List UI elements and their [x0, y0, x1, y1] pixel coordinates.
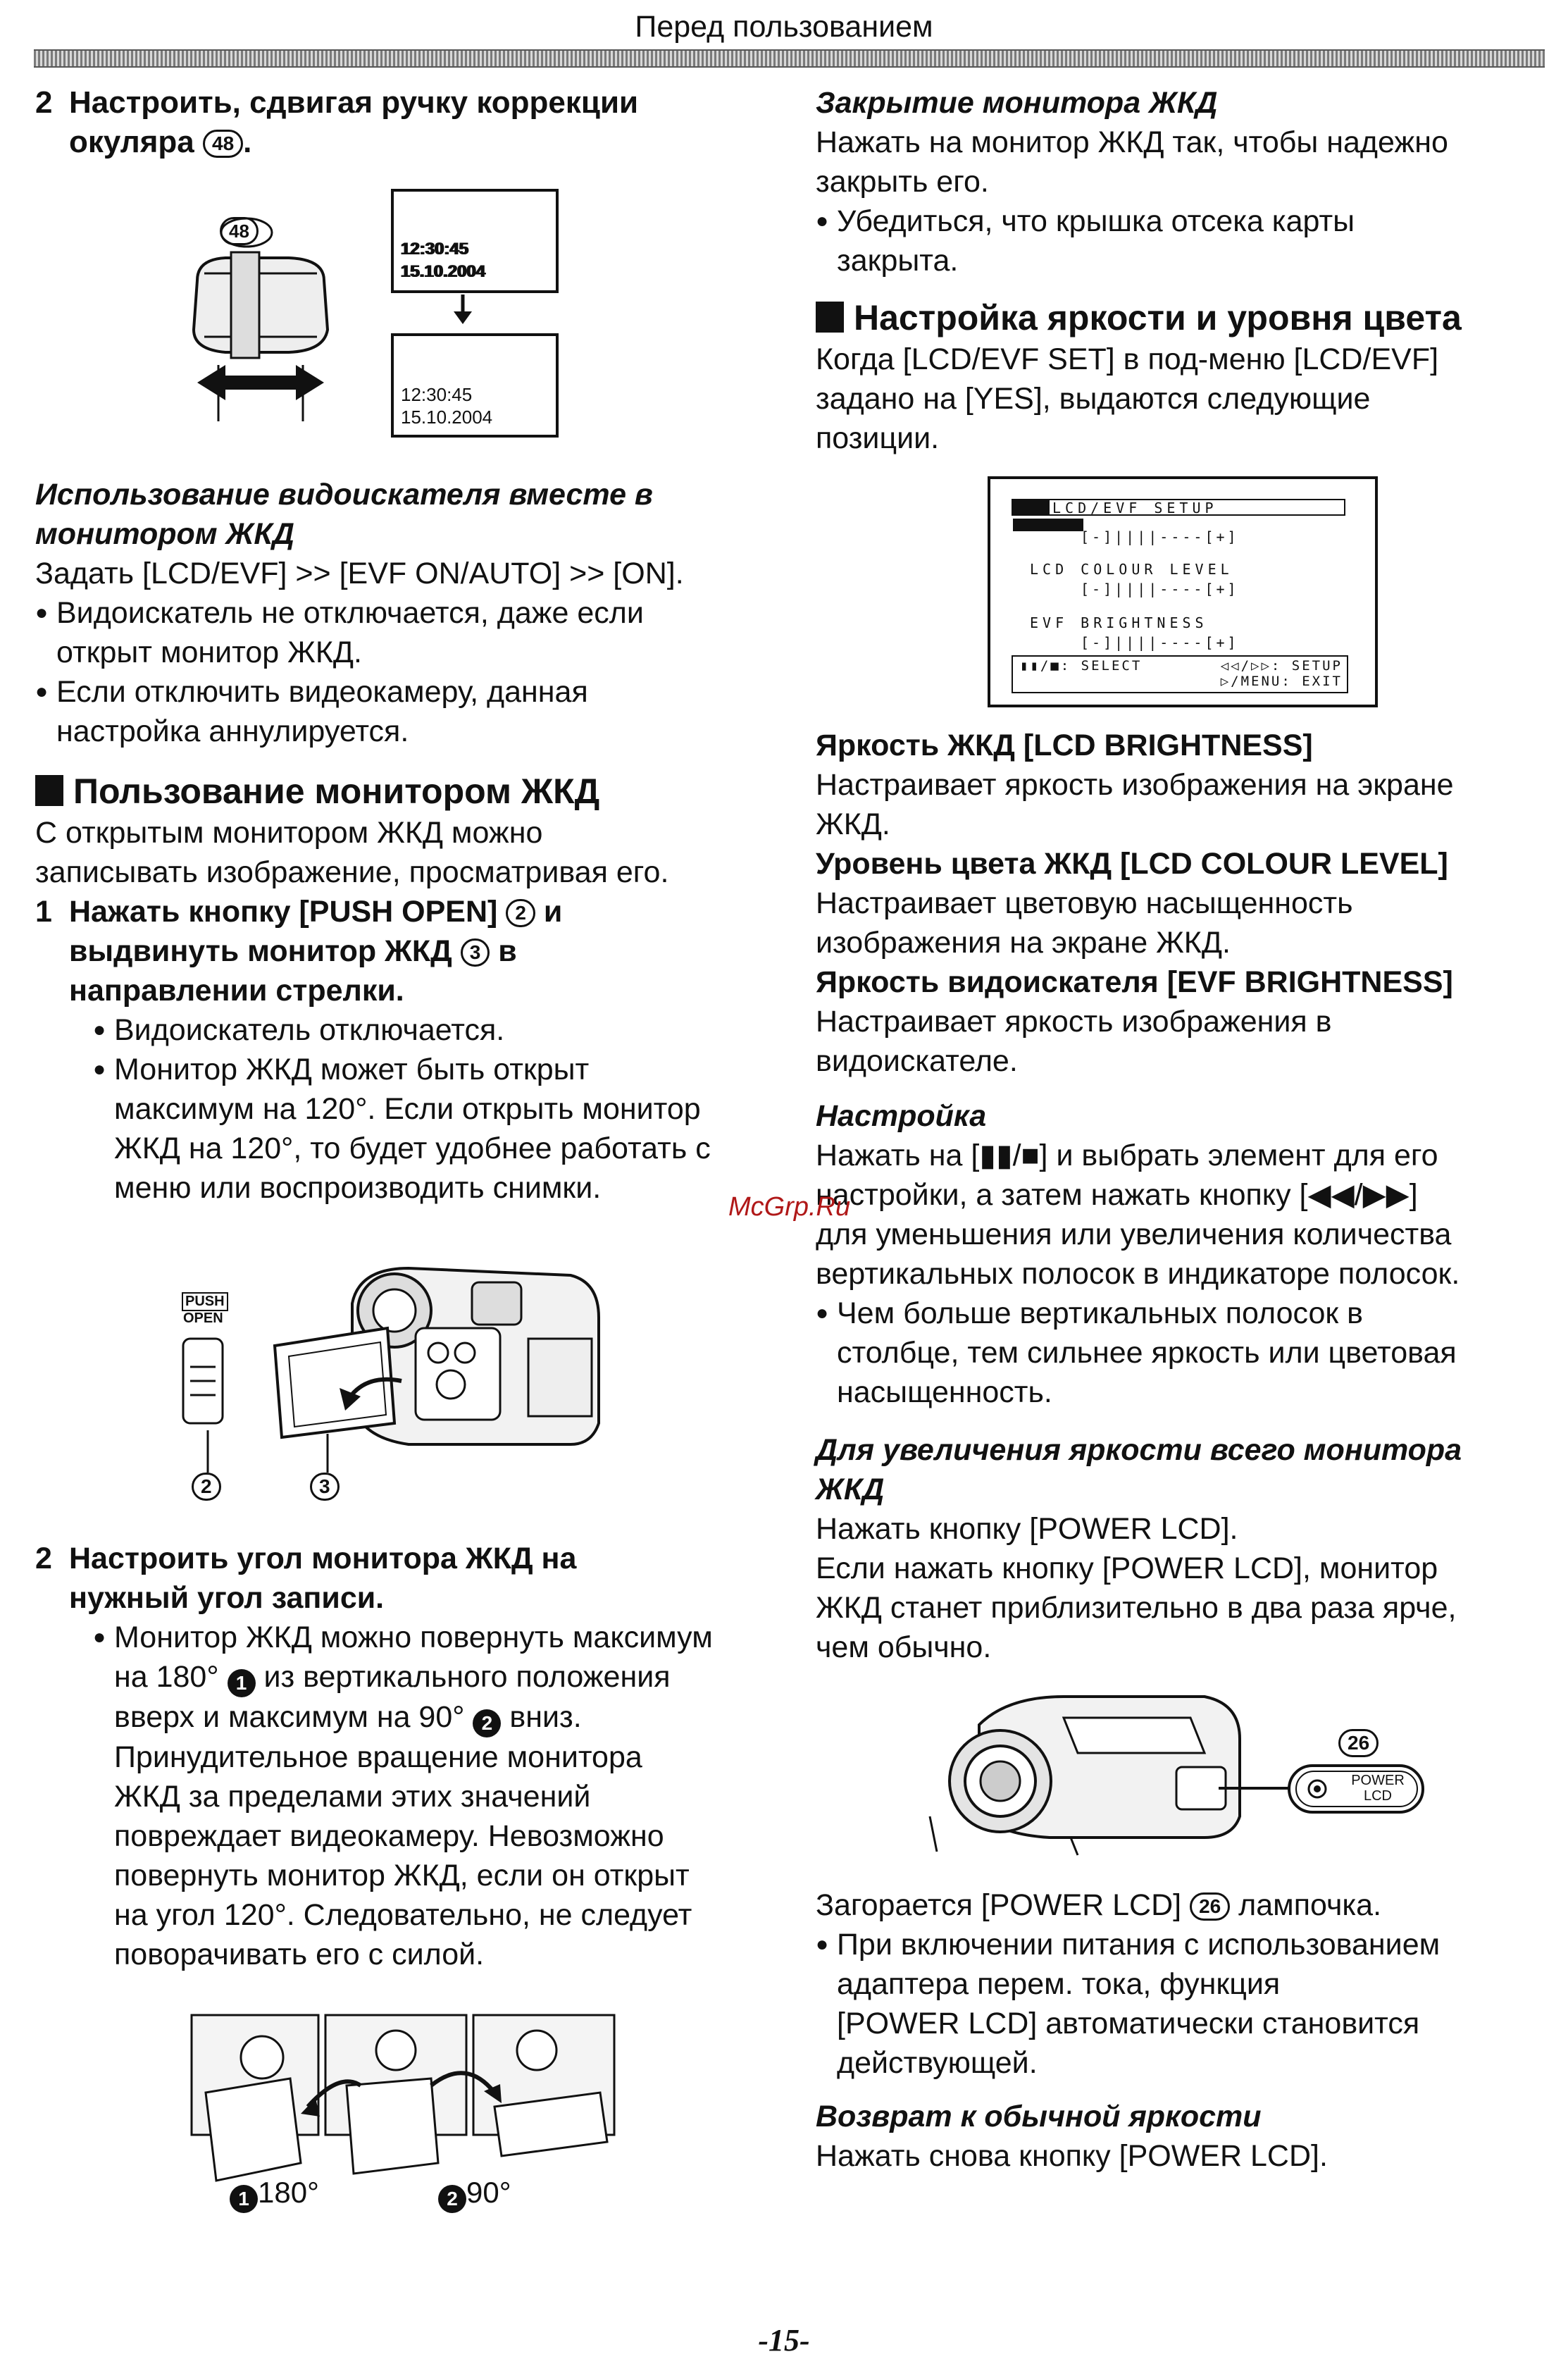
section-marker: [35, 775, 63, 806]
lcd-use-section: Пользование монитором ЖКД С открытым монитором ЖКД можно записывать изображение, просматривая его. 1 Нажать кнопку [PUSH OPEN] 2 и выдвинуть монитор ЖКД 3 в направлении стрелки. ● Видоискатель отключается. ● Монитор ЖКД может быть открыт максимум на 120°. Если открыть монитор ЖКД на 120°, то будет удобнее работать с меню или воспроизводить снимки.: [35, 769, 768, 1208]
brightness-section: Настройка яркости и уровня цвета Когда [LCD/EVF SET] в под-меню [LCD/EVF] задано на [YES], выдаются следующие позиции.: [816, 296, 1541, 458]
lamp-section: Загорается [POWER LCD] 26 лампочка. ● При включении питания с использованием адаптера перем. тока, функция [POWER LCD] автоматически становится действующей.: [816, 1885, 1541, 2083]
close-section: Закрытие монитора ЖКД Нажать на монитор ЖКД так, чтобы надежно закрыть его. ● Убедиться, что крышка отсека карты закрыта.: [816, 83, 1541, 280]
menu-bar-1: [-]||||----[+]: [1081, 528, 1239, 545]
menu-selection-highlight: [1013, 519, 1083, 531]
lcd-use-heading: Пользование монитором ЖКД: [35, 769, 768, 813]
ref-26: 26: [1190, 1892, 1230, 1921]
label-180: 1 180°: [230, 2176, 319, 2213]
ref-26-figure: 26: [1338, 1729, 1379, 1757]
increase-section: Для увеличения яркости всего монитора ЖКД Нажать кнопку [POWER LCD]. Если нажать кнопку [POWER LCD], монитор ЖКД станет приблизительно в два раза ярче, чем обычно.: [816, 1433, 1462, 1664]
ref-2: 2: [506, 899, 535, 927]
menu-bar-2: [-]||||----[+]: [1081, 581, 1239, 597]
header-rule: [34, 49, 1545, 68]
ref-48-figure: 48: [220, 217, 259, 245]
menu-item-evf: EVF BRIGHTNESS: [1030, 614, 1208, 631]
brightness-heading: Настройка яркости и уровня цвета: [816, 296, 1541, 340]
step-eyepiece: 2 Настроить, сдвигая ручку коррекции окуляра 48 .: [35, 85, 639, 159]
items-section: Яркость ЖКД [LCD BRIGHTNESS] Настраивает яркость изображения на экране ЖКД. Уровень цвета ЖКД [LCD COLOUR LEVEL] Настраивает цветовую насыщенность изображения на экране ЖКД. Яркость видоискателя [EVF BRIGHTNESS] Настраивает яркость изображения в видоискателе.: [816, 729, 1454, 1078]
rotation-figure: [185, 2001, 621, 2212]
viewfinder-title: Использование видоискателя вместе в: [35, 478, 653, 512]
camcorder-open-illustration: [176, 1261, 641, 1508]
ref-48: 48: [203, 130, 243, 158]
menu-title: LCD/EVF SETUP: [1012, 499, 1345, 516]
ref-3-figure: 3: [310, 1473, 340, 1501]
screen-sharp: 12:30:45 15.10.2004: [391, 333, 559, 438]
push-open-figure: [176, 1261, 641, 1508]
section-marker: [816, 302, 844, 333]
normal-section: Возврат к обычной яркости Нажать снова кнопку [POWER LCD].: [816, 2100, 1328, 2173]
power-lcd-button-label: POWER LCD: [1351, 1773, 1405, 1804]
dot-2: 2: [473, 1709, 501, 1737]
ref-2-figure: 2: [192, 1473, 221, 1501]
page-header-title: Перед пользованием: [635, 10, 933, 44]
eyepiece-figure: [183, 189, 564, 442]
power-lcd-figure: [909, 1690, 1430, 1859]
push-label: PUSH: [182, 1292, 228, 1311]
open-label: OPEN: [183, 1311, 223, 1326]
watermark: McGrp.Ru: [728, 1192, 851, 1222]
step-angle: 2 Настроить угол монитора ЖКД на нужный угол записи. ● Монитор ЖКД можно повернуть максимум на 180° 1 из вертикального положения вверх и максимум на 90° 2 вниз. Принудительное вращение монитора ЖКД за пределами этих значений повреждает видеокамеру. Невозможно повернуть монитор ЖКД, если он открыт на угол 120°. Следовательно, не следует поворачивать его с силой.: [35, 1539, 768, 1974]
setting-section: Настройка Нажать на [▮▮/■] и выбрать элемент для его настройки, а затем нажать кнопку [◀◀/▶▶] для уменьшения или увеличения количества вертикальных полосок в индикаторе полосок. ● Чем больше вертикальных полосок в столбце, тем сильнее яркость или цветовая насыщенность.: [816, 1096, 1541, 1412]
menu-item-colour: LCD COLOUR LEVEL: [1030, 561, 1233, 578]
screen-blurred: 12:30:45 15.10.2004: [391, 189, 559, 293]
menu-footer: ▮▮/■: SELECT ◁◁/▷▷: SETUP ▷/MENU: EXIT: [1012, 655, 1348, 693]
dot-1: 1: [228, 1669, 256, 1697]
page-number: -15-: [758, 2323, 810, 2357]
menu-bar-3: [-]||||----[+]: [1081, 634, 1239, 651]
label-90: 2 90°: [438, 2176, 511, 2213]
menu-icon: [1013, 500, 1050, 516]
viewfinder-section: Использование видоискателя вместе в монитором ЖКД Задать [LCD/EVF] >> [EVF ON/AUTO] >> [ON]. ● Видоискатель не отключается, даже если открыт монитор ЖКД. ● Если отключить видеокамеру, данная настройка аннулируется.: [35, 475, 768, 751]
ref-3: 3: [461, 938, 490, 967]
lcd-evf-setup-menu: [988, 476, 1378, 707]
